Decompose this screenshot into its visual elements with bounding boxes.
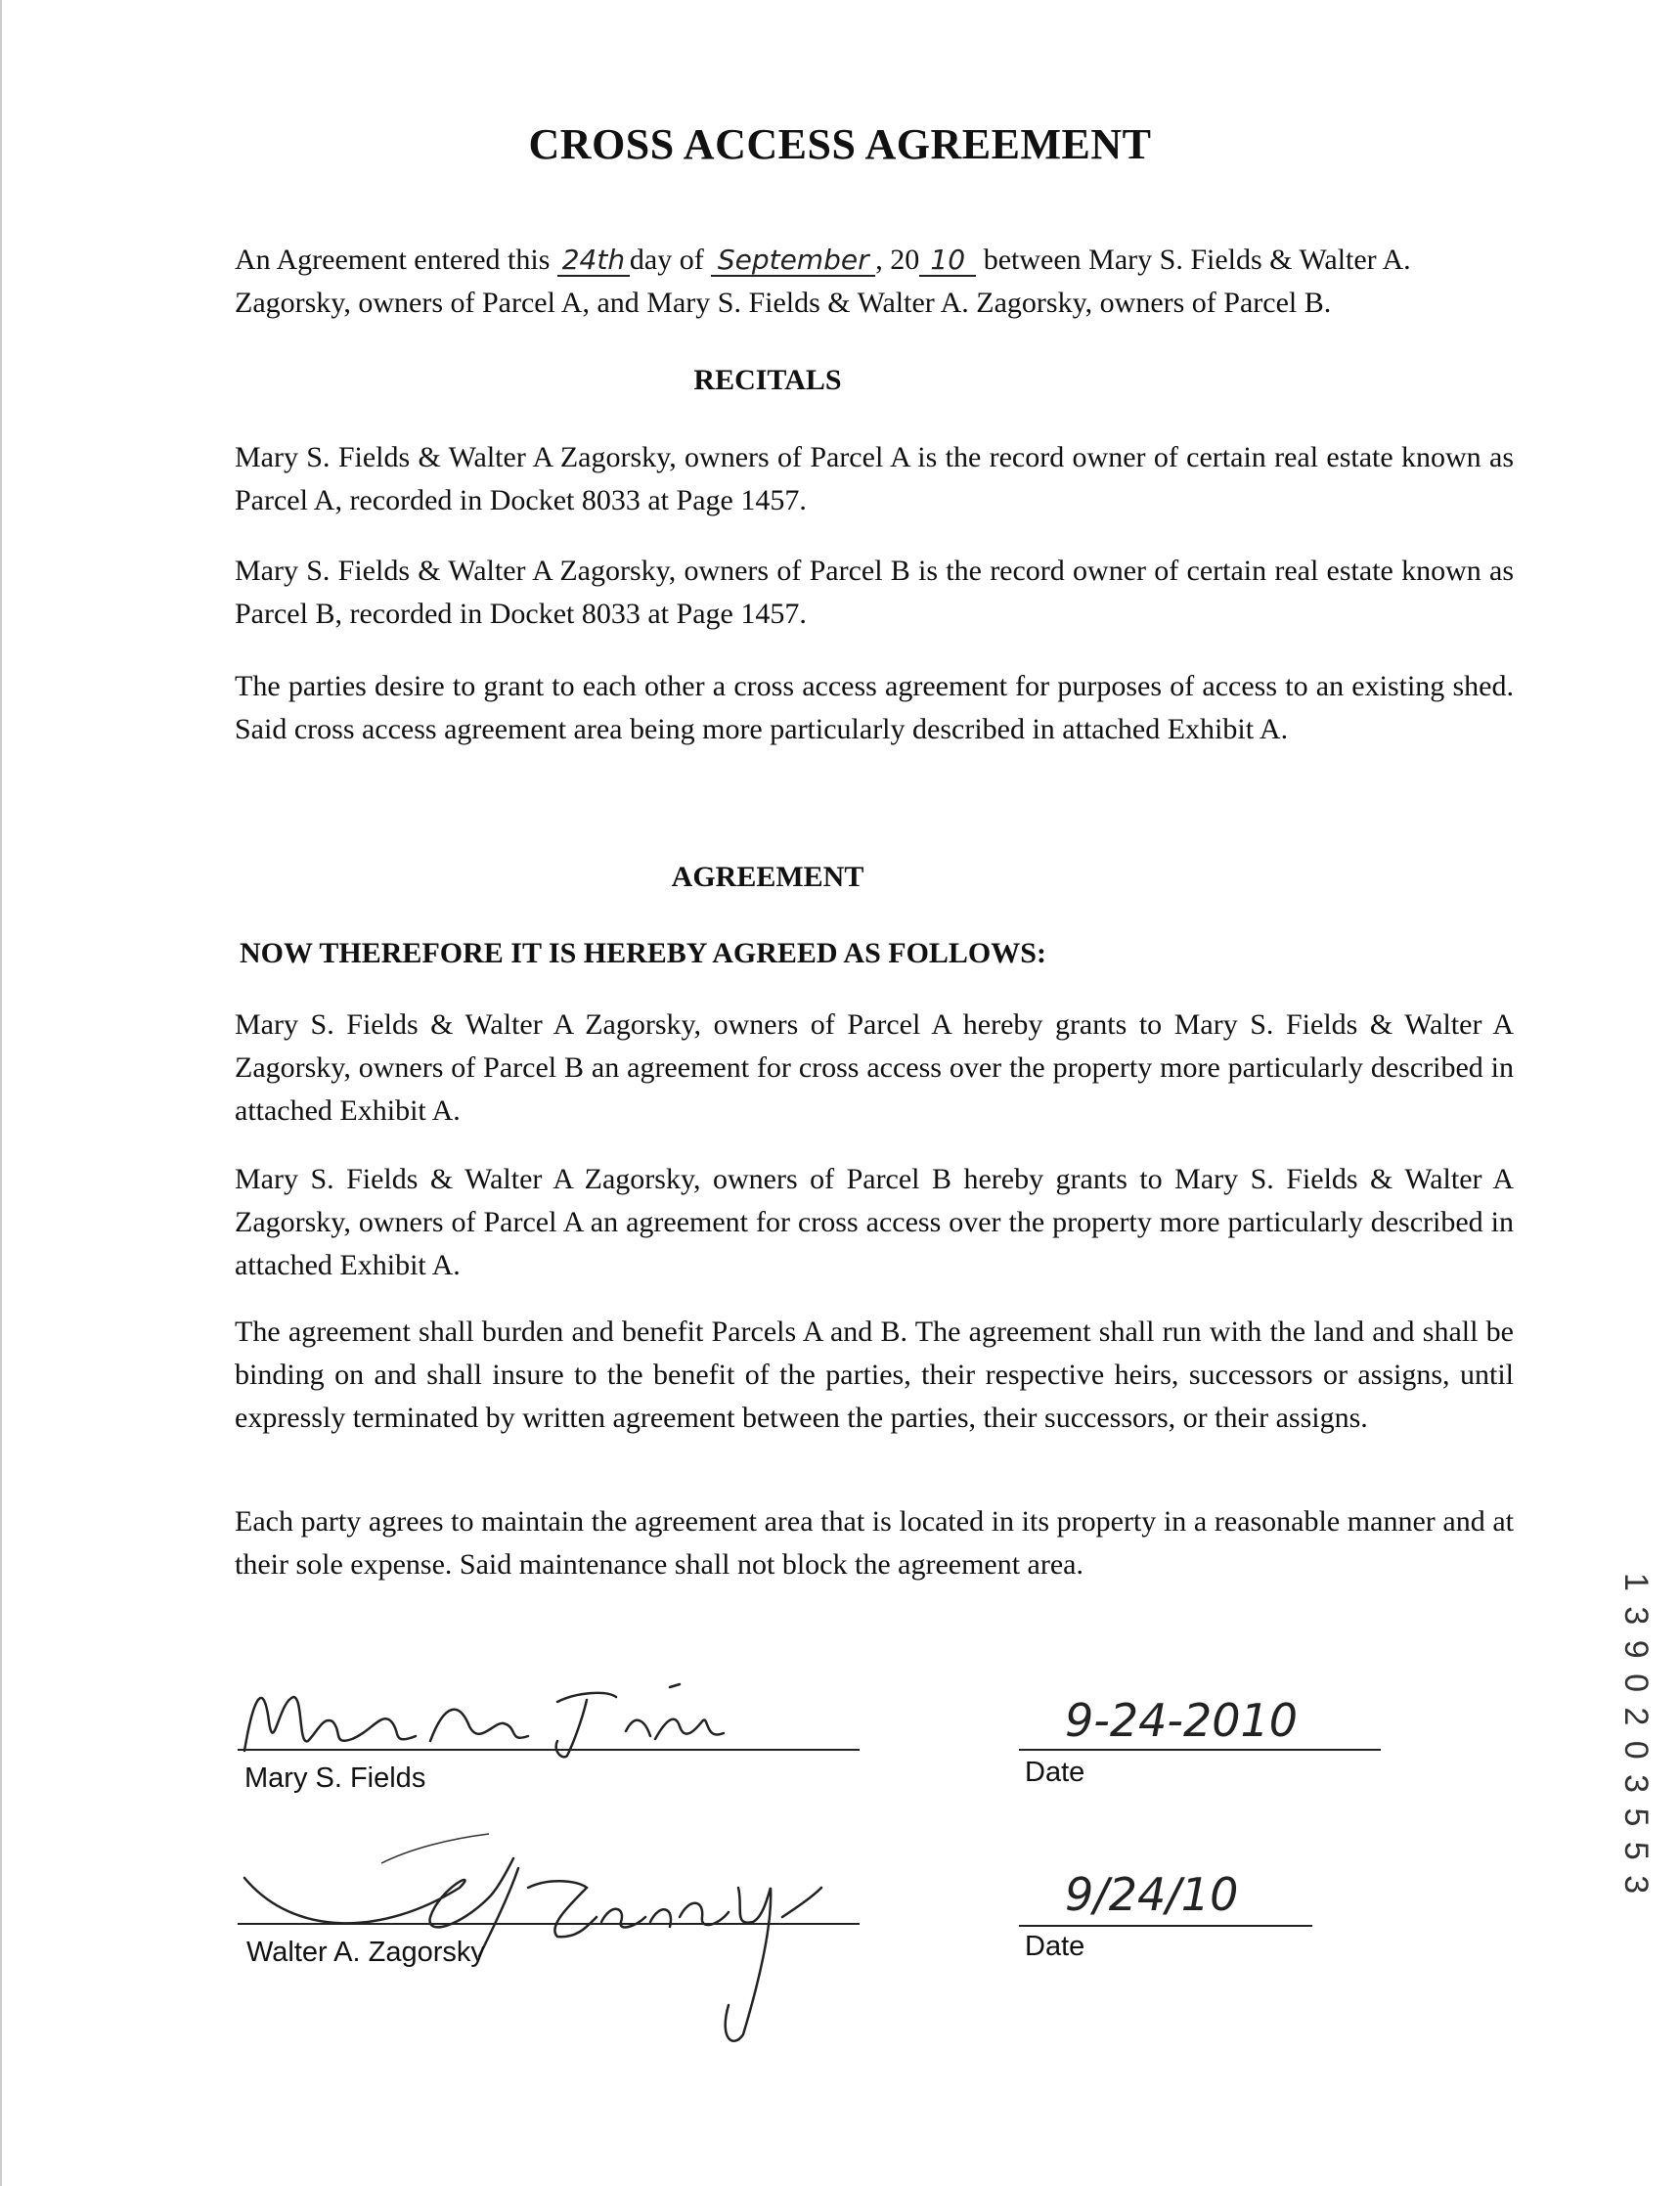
handwritten-date-1: 9-24-2010 — [1065, 1694, 1299, 1747]
handwritten-date-2: 9/24/10 — [1065, 1868, 1239, 1921]
date-label-2: Date — [1025, 1931, 1085, 1962]
signature-line-1 — [238, 1749, 860, 1751]
handwritten-day: 24th — [557, 245, 630, 277]
scan-edge-left — [0, 0, 2, 2186]
agreement-heading: AGREEMENT — [671, 861, 864, 893]
signature-mary-fields — [235, 1663, 743, 1770]
intro-paragraph — [235, 239, 1525, 325]
signature-line-2 — [238, 1923, 860, 1925]
agreement-paragraph-2: Mary S. Fields & Walter A Zagorsky, owners of Parcel B hereby grants to Mary S. Fields & Walter A Zagorsky, owners of Parcel A an agreement for cross access over the property more particularly described in attached Exhibit A. — [235, 1163, 1514, 1281]
signer-name-1: Mary S. Fields — [244, 1762, 426, 1794]
handwritten-month: September — [711, 245, 875, 277]
date-line-2 — [1019, 1925, 1312, 1927]
agreement-paragraph-3: The agreement shall burden and benefit Parcels A and B. The agreement shall run with the land and shall be binding on and shall insure to the benefit of the parties, their respective heirs, successors or assigns, until expressly terminated by written agreement between the parties, their successors, or their assigns. — [235, 1316, 1514, 1434]
recital-paragraph-2: Mary S. Fields & Walter A Zagorsky, owners of Parcel B is the record owner of certain real estate known as Parcel B, recorded in Docket 8033 at Page 1457. — [235, 555, 1514, 630]
signer-name-2: Walter A. Zagorsky — [246, 1937, 485, 1968]
recitals-heading: RECITALS — [693, 364, 842, 396]
document-title: CROSS ACCESS AGREEMENT — [528, 120, 1152, 168]
intro-line-2: Zagorsky, owners of Parcel A, and Mary S. Fields & Walter A. Zagorsky, owners of Parcel B. — [235, 287, 1332, 319]
agreed-heading: NOW THEREFORE IT IS HEREBY AGREED AS FOLLOWS: — [240, 937, 1046, 969]
recital-paragraph-1: Mary S. Fields & Walter A Zagorsky, owners of Parcel A is the record owner of certain real estate known as Parcel A, recorded in Docket 8033 at Page 1457. — [235, 441, 1514, 516]
agreement-paragraph-4: Each party agrees to maintain the agreement area that is located in its property in a reasonable manner and at their sole expense. Said maintenance shall not block the agreement area. — [235, 1505, 1514, 1581]
intro-line-1: An Agreement entered this 24th day of September , 20 10 between Mary S. Fields & Walter A. — [235, 244, 1411, 276]
recital-paragraph-3: The parties desire to grant to each other a cross access agreement for purposes of access to an existing shed. Said cross access agreement area being more particularly described in attached Exhibit A. — [235, 670, 1514, 745]
handwritten-year: 10 — [919, 245, 976, 277]
date-line-1 — [1019, 1749, 1381, 1751]
date-label-1: Date — [1025, 1757, 1085, 1788]
recording-stamp-number: 1 3 9 0 2 0 3 5 5 3 — [1617, 1573, 1655, 1897]
agreement-paragraph-1: Mary S. Fields & Walter A Zagorsky, owners of Parcel A hereby grants to Mary S. Fields & Walter A Zagorsky, owners of Parcel B an agreement for cross access over the property more particularly described in attached Exhibit A. — [235, 1008, 1514, 1127]
